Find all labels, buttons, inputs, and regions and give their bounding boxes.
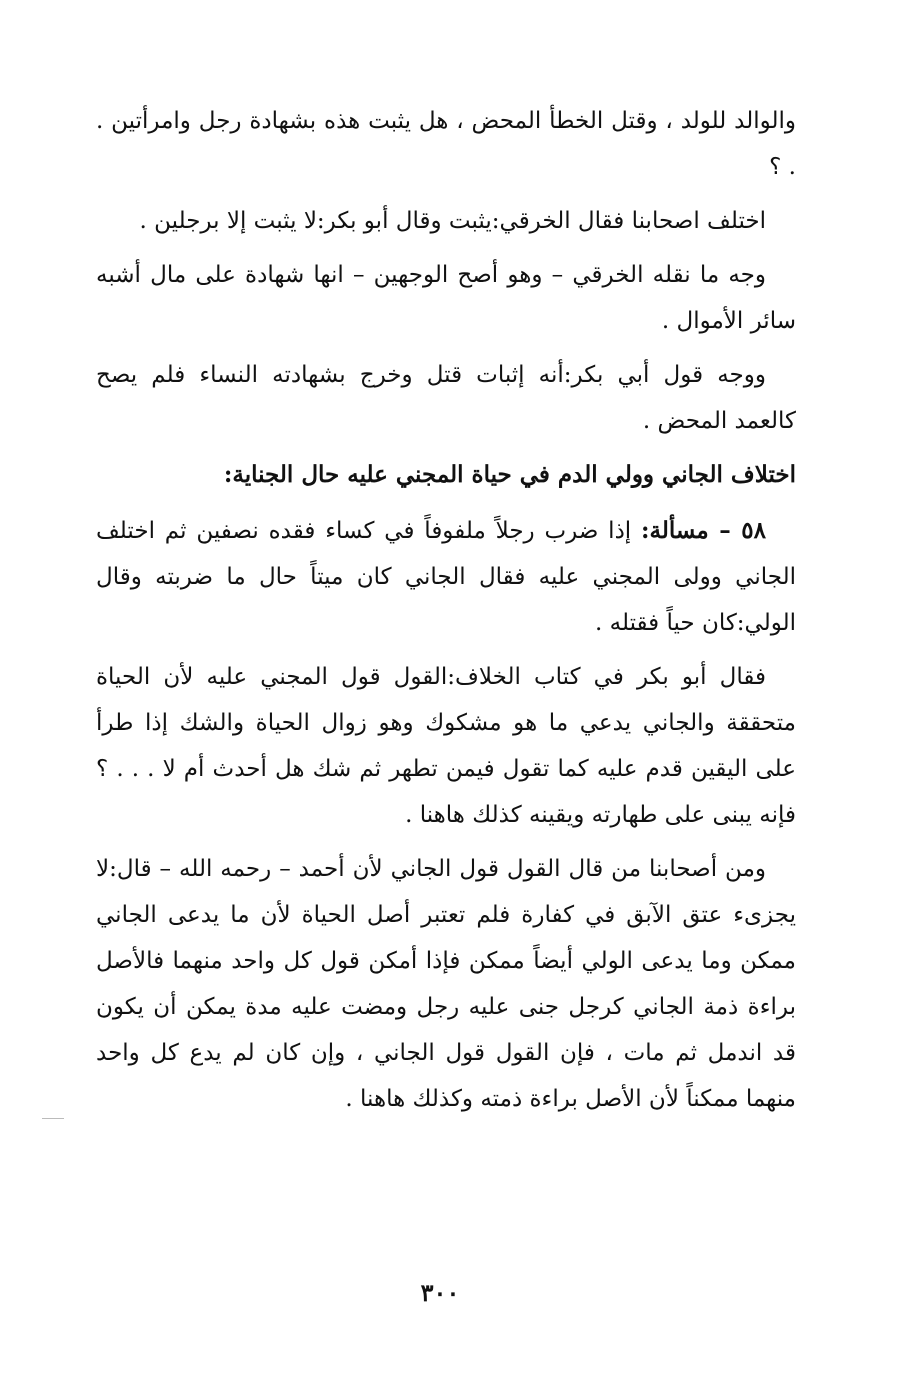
issue-number-label: ٥٨ – مسألة: (641, 517, 766, 544)
issue-58-text: إذا ضرب رجلاً ملفوفاً في كساء فقده نصفين ثم اختلف الجاني وولى المجني عليه فقال الجاني كان ميتاً حال ما ضربته وقال الولي:كان حياً فقتله . (96, 518, 796, 636)
paragraph-disagreement: اختلف اصحابنا فقال الخرقي:يثبت وقال أبو بكر:لا يثبت إلا برجلين . (139, 208, 766, 234)
paragraph-khiraqi-view: وجه ما نقله الخرقي – وهو أصح الوجهين – انها شهادة على مال أشبه سائر الأموال . (96, 262, 796, 334)
paragraph-question-continuation: والوالد للولد ، وقتل الخطأ المحض ، هل يثبت هذه بشهادة رجل وامرأتين . . ؟ (96, 108, 796, 180)
margin-mark (42, 1118, 64, 1119)
page-number: ٣٠٠ (420, 1278, 460, 1307)
section-heading: اختلاف الجاني وولي الدم في حياة المجني عليه حال الجناية: (223, 461, 796, 488)
paragraph-issue-58 (96, 508, 796, 646)
paragraph-other-companions: ومن أصحابنا من قال القول قول الجاني لأن أحمد – رحمه الله – قال:لا يجزىء عتق الآبق في كفارة فلم تعتبر أصل الحياة لأن ما يدعى الجاني ممكن وما يدعى الولي أيضاً ممكن فإذا أمكن قول كل واحد منهما فالأصل براءة ذمة الجاني كرجل جنى عليه رجل ومضت عليه مدة يمكن أن يكون قد اندمل ثم مات ، فإن القول قول الجاني ، وإن كان لم يدع كل واحد منهما ممكناً لأن الأصل براءة ذمته وكذلك هاهنا . (96, 856, 796, 1112)
paragraph-abu-bakr-khilaf: فقال أبو بكر في كتاب الخلاف:القول قول المجني عليه لأن الحياة متحققة والجاني يدعي ما هو مشكوك وهو زوال الحياة والشك إذا طرأ على اليقين قدم عليه كما تقول فيمن تطهر ثم شك هل أحدث أم لا . . . ؟ فإنه يبنى على طهارته ويقينه كذلك هاهنا . (96, 664, 796, 828)
paragraph-abu-bakr-view: ووجه قول أبي بكر:أنه إثبات قتل وخرج بشهادته النساء فلم يصح كالعمد المحض . (96, 362, 796, 434)
page-body (96, 98, 796, 1130)
